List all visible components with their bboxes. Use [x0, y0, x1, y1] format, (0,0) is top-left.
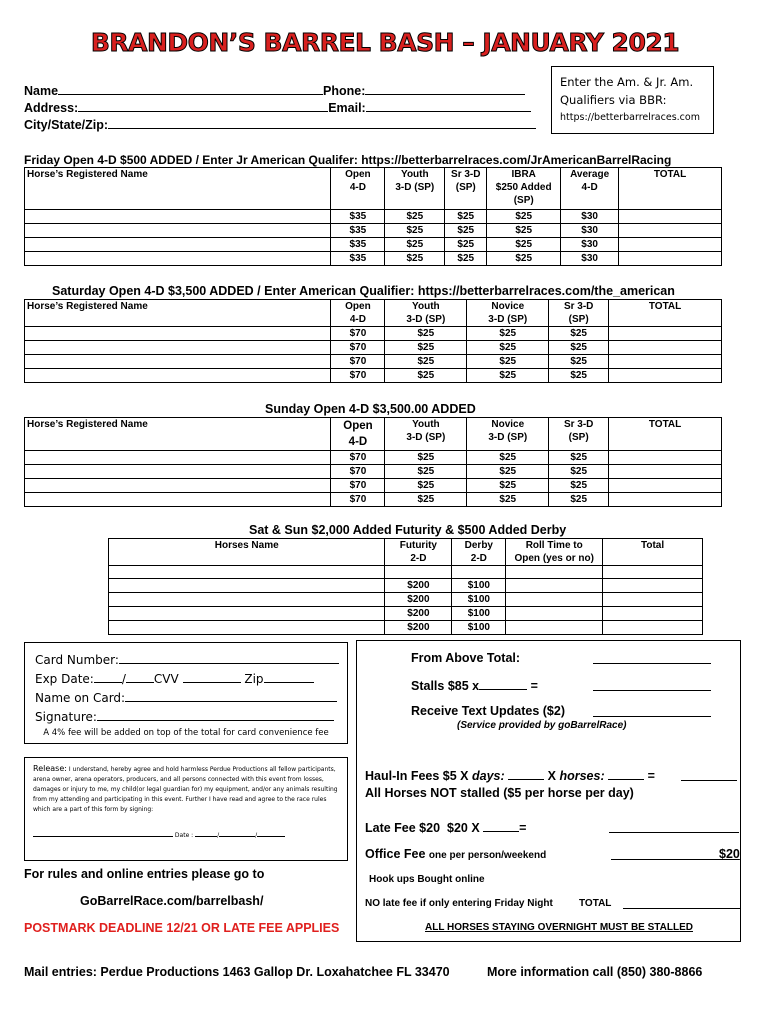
- horse-name-cell[interactable]: [25, 252, 331, 266]
- column-header: [452, 539, 506, 566]
- fee-cell[interactable]: $25: [467, 465, 549, 479]
- column-header: [549, 418, 609, 451]
- release-date-month[interactable]: [195, 829, 220, 839]
- fee-cell[interactable]: $70: [331, 341, 385, 355]
- fee-cell[interactable]: $25: [385, 210, 445, 224]
- fee-cell[interactable]: $70: [331, 479, 385, 493]
- column-header-line: (SP): [455, 182, 476, 193]
- table-row: [25, 465, 722, 479]
- fee-cell[interactable]: $100: [452, 607, 506, 621]
- release-signature-field[interactable]: [33, 829, 173, 837]
- column-header-line: 3-D (SP): [395, 182, 435, 193]
- email-field[interactable]: [366, 100, 531, 112]
- card-fee-note: A 4% fee will be added on top of the total for card convenience fee: [43, 728, 329, 738]
- fee-cell[interactable]: $25: [385, 224, 445, 238]
- fee-cell[interactable]: $25: [467, 479, 549, 493]
- horse-name-cell[interactable]: [25, 238, 331, 252]
- horse-name-cell[interactable]: [25, 479, 331, 493]
- cvv-field[interactable]: [183, 671, 241, 683]
- fee-cell[interactable]: $25: [549, 369, 609, 383]
- fee-cell[interactable]: $25: [467, 355, 549, 369]
- fee-cell[interactable]: $100: [452, 579, 506, 593]
- column-header-line: 3-D (SP): [488, 432, 528, 443]
- saturday-entry-table: [24, 299, 722, 383]
- column-header-line: (SP): [568, 432, 589, 443]
- column-header: [467, 418, 549, 451]
- table-row: [25, 341, 722, 355]
- entry-cell[interactable]: [603, 593, 703, 607]
- signature-field[interactable]: [97, 709, 334, 721]
- column-header: [331, 418, 385, 451]
- fee-cell[interactable]: $35: [331, 238, 385, 252]
- column-header: [385, 539, 452, 566]
- fee-cell[interactable]: $25: [385, 252, 445, 266]
- column-header-line: Futurity: [399, 540, 437, 551]
- table-row: [25, 355, 722, 369]
- text-updates-field[interactable]: [593, 716, 711, 717]
- horse-name-cell[interactable]: [109, 607, 385, 621]
- column-header-line: Open: [345, 169, 371, 180]
- horse-name-cell[interactable]: [25, 341, 331, 355]
- stalls-qty-field[interactable]: [479, 678, 527, 690]
- column-header: [609, 418, 722, 451]
- office-fee-label: Office Fee one per person/weekend: [365, 847, 547, 861]
- column-header-line: Novice: [491, 419, 525, 430]
- column-header-line: Sr 3-D: [563, 419, 594, 430]
- horse-name-cell[interactable]: [25, 355, 331, 369]
- fee-cell[interactable]: $25: [549, 479, 609, 493]
- release-date-label: Date :: [174, 832, 194, 839]
- column-header: [331, 300, 385, 327]
- phone-field[interactable]: [365, 83, 525, 95]
- table-row-blank: [109, 566, 703, 579]
- entry-cell[interactable]: [603, 607, 703, 621]
- horse-name-cell[interactable]: [109, 579, 385, 593]
- fee-cell[interactable]: $100: [452, 593, 506, 607]
- hookups-note: Hook ups Bought online: [369, 874, 485, 885]
- email-label: Email:: [328, 101, 366, 115]
- table-row: [25, 238, 722, 252]
- fee-cell[interactable]: $25: [549, 465, 609, 479]
- address-field[interactable]: [78, 100, 328, 112]
- horse-name-cell[interactable]: [25, 210, 331, 224]
- zip-field[interactable]: [264, 671, 314, 683]
- total-label: TOTAL: [579, 898, 612, 909]
- horse-name-cell[interactable]: [25, 327, 331, 341]
- table-header-row: [25, 168, 722, 210]
- fee-cell[interactable]: $25: [385, 479, 467, 493]
- column-header: [603, 539, 703, 566]
- column-header-line: 2-D: [470, 553, 487, 564]
- column-header-line: $250 Added: [495, 182, 552, 193]
- page-title: BRANDON’S BARREL BASH – JANUARY 2021: [90, 28, 680, 57]
- fee-cell[interactable]: $70: [331, 493, 385, 507]
- horse-name-cell[interactable]: [25, 369, 331, 383]
- entry-cell[interactable]: [506, 593, 603, 607]
- column-header-line: 4-D: [349, 182, 366, 193]
- table-row: [25, 493, 722, 507]
- exp-year-field[interactable]: [126, 671, 154, 683]
- rules-text: For rules and online entries please go to: [24, 867, 265, 881]
- sunday-entry-table: [24, 417, 722, 507]
- fee-cell[interactable]: $25: [549, 341, 609, 355]
- column-header-line: (SP): [568, 314, 589, 325]
- release-label: Release:: [33, 764, 67, 773]
- column-header-line: 4-D: [349, 314, 366, 325]
- fee-cell[interactable]: $100: [452, 621, 506, 635]
- city-state-zip-label: City/State/Zip:: [24, 118, 109, 132]
- blank-cell: [506, 566, 603, 579]
- fee-cell[interactable]: $25: [445, 210, 487, 224]
- futurity-title: Sat & Sun $2,000 Added Futurity & $500 Added Derby: [249, 523, 567, 537]
- fee-cell[interactable]: $200: [385, 593, 452, 607]
- fee-cell[interactable]: $70: [331, 355, 385, 369]
- horse-name-cell[interactable]: [109, 593, 385, 607]
- fee-cell[interactable]: $25: [445, 224, 487, 238]
- table-row: [25, 327, 722, 341]
- column-header-line: Novice: [491, 301, 525, 312]
- column-header: [549, 300, 609, 327]
- column-header-line: Average: [570, 169, 610, 180]
- horse-name-cell[interactable]: [25, 493, 331, 507]
- saturday-title: Saturday Open 4-D $3,500 ADDED / Enter American Qualifier: https://betterbarrelraces.com/the_american: [52, 284, 675, 298]
- entry-cell[interactable]: [603, 579, 703, 593]
- contact-fields: [24, 83, 536, 134]
- phone-label: Phone:: [323, 84, 366, 98]
- table-row: [109, 607, 703, 621]
- column-header: [385, 168, 445, 210]
- fee-cell[interactable]: $25: [385, 355, 467, 369]
- column-header: [619, 168, 722, 210]
- table-row: [109, 579, 703, 593]
- fee-cell[interactable]: $200: [385, 579, 452, 593]
- column-header-line: Open (yes or no): [514, 553, 594, 564]
- blank-cell: [452, 566, 506, 579]
- bbr-line-2: Qualifiers via BBR:: [560, 93, 667, 107]
- horse-name-cell[interactable]: [109, 621, 385, 635]
- stalled-note: ALL HORSES STAYING OVERNIGHT MUST BE STALLED: [425, 922, 693, 933]
- card-number-label: Card Number:: [35, 653, 119, 667]
- column-header: [467, 300, 549, 327]
- futurity-entry-table: [108, 538, 703, 635]
- table-row: [25, 479, 722, 493]
- table-row: [109, 593, 703, 607]
- no-late-fee-note: NO late fee if only entering Friday Night: [365, 898, 553, 909]
- name-label: Name: [24, 84, 59, 98]
- release-date-day[interactable]: [219, 829, 258, 839]
- address-label: Address:: [24, 101, 79, 115]
- exp-month-field[interactable]: [94, 671, 122, 683]
- fee-cell[interactable]: $25: [385, 341, 467, 355]
- bbr-qualifier-box: [551, 66, 714, 134]
- from-above-total-field[interactable]: [593, 663, 711, 664]
- entry-cell[interactable]: [609, 493, 722, 507]
- haul-in-days-field[interactable]: [508, 768, 544, 780]
- column-header-line: (SP): [513, 195, 534, 206]
- fee-cell[interactable]: $25: [385, 369, 467, 383]
- name-on-card-label: Name on Card:: [35, 691, 126, 705]
- fee-cell[interactable]: $70: [331, 451, 385, 465]
- fee-cell[interactable]: $70: [331, 327, 385, 341]
- fee-cell[interactable]: $30: [561, 224, 619, 238]
- entry-cell[interactable]: [603, 621, 703, 635]
- column-header: [506, 539, 603, 566]
- entry-cell[interactable]: [609, 479, 722, 493]
- table-header-row: [25, 300, 722, 327]
- column-header-line: TOTAL: [653, 169, 687, 180]
- friday-title: Friday Open 4-D $500 ADDED / Enter Jr American Qualifer: https://betterbarrelraces.com/JrAmericanBarrelRacing: [24, 153, 672, 167]
- rules-site-link[interactable]: GoBarrelRace.com/barrelbash/: [80, 894, 264, 908]
- table-header-row: [25, 418, 722, 451]
- fee-cell[interactable]: $200: [385, 621, 452, 635]
- horse-name-cell[interactable]: [25, 465, 331, 479]
- column-header-line: TOTAL: [648, 301, 682, 312]
- fee-cell[interactable]: $25: [487, 224, 561, 238]
- column-header-line: Youth: [412, 419, 440, 430]
- column-header-line: 3-D (SP): [488, 314, 528, 325]
- table-row: [25, 369, 722, 383]
- column-header-line: Sr 3-D: [563, 301, 594, 312]
- entry-cell[interactable]: [619, 252, 722, 266]
- column-header-line: 2-D: [410, 553, 427, 564]
- column-header-line: Total: [640, 540, 665, 551]
- fee-cell[interactable]: $25: [445, 238, 487, 252]
- column-header-line: TOTAL: [648, 419, 682, 430]
- postmark-deadline: POSTMARK DEADLINE 12/21 OR LATE FEE APPLIES: [24, 921, 340, 935]
- cvv-label: CVV: [153, 672, 179, 686]
- fee-cell[interactable]: $25: [549, 355, 609, 369]
- fee-cell[interactable]: $25: [385, 493, 467, 507]
- table-row: [25, 451, 722, 465]
- city-state-zip-field[interactable]: [108, 117, 536, 129]
- column-header-line: Sr 3-D: [451, 169, 481, 180]
- blank-cell: [385, 566, 452, 579]
- name-field[interactable]: [58, 83, 323, 95]
- entry-cell[interactable]: [619, 210, 722, 224]
- stalls-label: Stalls $85 x =: [411, 679, 538, 693]
- office-fee-line: [611, 859, 719, 860]
- fee-cell[interactable]: $70: [331, 369, 385, 383]
- column-header-line: IBRA: [511, 169, 536, 180]
- late-fee-total-field[interactable]: [609, 832, 739, 833]
- fee-cell[interactable]: $25: [549, 493, 609, 507]
- release-date-slash-2: /: [255, 832, 258, 839]
- more-info-phone: More information call (850) 380-8866: [487, 965, 703, 979]
- fee-cell[interactable]: $70: [331, 465, 385, 479]
- horse-name-cell[interactable]: [25, 224, 331, 238]
- fee-cell[interactable]: $25: [487, 238, 561, 252]
- sunday-title: Sunday Open 4-D $3,500.00 ADDED: [265, 402, 476, 416]
- totals-box: [356, 640, 741, 942]
- card-payment-box: [24, 642, 348, 744]
- horse-name-cell[interactable]: [25, 451, 331, 465]
- fee-cell[interactable]: $25: [467, 341, 549, 355]
- column-header-line: Roll Time to: [525, 540, 583, 551]
- blank-cell: [603, 566, 703, 579]
- table-row: [25, 252, 722, 266]
- column-header-line: 4-D: [348, 436, 368, 448]
- column-header-line: Open: [345, 301, 371, 312]
- haul-in-horses-field[interactable]: [608, 768, 644, 780]
- table-row: [109, 621, 703, 635]
- fee-cell[interactable]: $35: [331, 224, 385, 238]
- column-header: [385, 300, 467, 327]
- release-date-year[interactable]: [257, 829, 285, 837]
- name-on-card-field[interactable]: [125, 690, 337, 702]
- column-header: [331, 168, 385, 210]
- service-note: (Service provided by goBarrelRace): [457, 720, 627, 731]
- entry-cell[interactable]: [609, 451, 722, 465]
- late-fee-qty-field[interactable]: [483, 820, 519, 832]
- column-header-line: Youth: [401, 169, 429, 180]
- fee-cell[interactable]: $25: [445, 252, 487, 266]
- exp-date-label: Exp Date:: [35, 672, 94, 686]
- fee-cell[interactable]: $25: [385, 327, 467, 341]
- name-column-header: Horse’s Registered Name: [25, 168, 331, 210]
- release-text: I understand, hereby agree and hold harmless Perdue Productions all fellow participants, arena owner, arena operators, producers, and all persons connected with this event from losses, damages or injury to me, my child(or legal guardian for) my equipment, and/or any animals resulting from my attending and participating in this event. Further I have read and agree to the race rules which are a part of this form by signing:: [33, 766, 338, 813]
- fee-cell[interactable]: $25: [467, 451, 549, 465]
- fee-cell[interactable]: $25: [549, 327, 609, 341]
- not-stalled-note: All Horses NOT stalled ($5 per horse per day): [365, 786, 634, 800]
- column-header-line: Youth: [412, 301, 440, 312]
- entry-cell[interactable]: [506, 621, 603, 635]
- name-column-header: Horse’s Registered Name: [25, 300, 331, 327]
- column-header: [609, 300, 722, 327]
- fee-cell[interactable]: $25: [487, 210, 561, 224]
- column-header: [561, 168, 619, 210]
- fee-cell[interactable]: $30: [561, 252, 619, 266]
- column-header-line: 4-D: [581, 182, 598, 193]
- horse-name-cell[interactable]: [109, 566, 385, 579]
- entry-cell[interactable]: [609, 327, 722, 341]
- table-header-row: [109, 539, 703, 566]
- haul-in-fees-label: Haul-In Fees $5 X days: X horses: =: [365, 769, 655, 783]
- fee-cell[interactable]: $25: [549, 451, 609, 465]
- release-date-slash-1: /: [217, 832, 220, 839]
- entry-cell[interactable]: [609, 355, 722, 369]
- fee-cell[interactable]: $35: [331, 252, 385, 266]
- zip-label: Zip: [244, 672, 264, 686]
- entry-cell[interactable]: [609, 369, 722, 383]
- fee-cell[interactable]: $25: [385, 465, 467, 479]
- fee-cell[interactable]: $25: [467, 369, 549, 383]
- entry-cell[interactable]: [619, 224, 722, 238]
- column-header: [487, 168, 561, 210]
- fee-cell[interactable]: $25: [487, 252, 561, 266]
- fee-cell[interactable]: $25: [467, 327, 549, 341]
- name-column-header: Horse’s Registered Name: [25, 418, 331, 451]
- release-box: [24, 757, 348, 861]
- entry-cell[interactable]: [619, 238, 722, 252]
- entry-cell[interactable]: [609, 465, 722, 479]
- fee-cell[interactable]: $25: [467, 493, 549, 507]
- fee-cell[interactable]: $35: [331, 210, 385, 224]
- entry-cell[interactable]: [506, 607, 603, 621]
- from-above-total-label: From Above Total:: [411, 651, 521, 665]
- table-row: [25, 210, 722, 224]
- column-header-line: Derby: [464, 540, 493, 551]
- friday-entry-table: [24, 167, 722, 266]
- column-header-line: 3-D (SP): [406, 314, 446, 325]
- table-row: [25, 224, 722, 238]
- haul-in-total-field[interactable]: [681, 780, 737, 781]
- grand-total-field[interactable]: [623, 908, 741, 909]
- bbr-line-1: Enter the Am. & Jr. Am.: [560, 75, 694, 89]
- entry-cell[interactable]: [506, 579, 603, 593]
- fee-cell[interactable]: $25: [385, 238, 445, 252]
- fee-cell[interactable]: $25: [385, 451, 467, 465]
- fee-cell[interactable]: $30: [561, 210, 619, 224]
- text-updates-label: Receive Text Updates ($2): [411, 704, 565, 718]
- column-header: [385, 418, 467, 451]
- fee-cell[interactable]: $30: [561, 238, 619, 252]
- office-fee-value: $20: [719, 847, 740, 861]
- column-header-line: Open: [343, 420, 373, 432]
- card-number-field[interactable]: [119, 652, 339, 664]
- fee-cell[interactable]: $200: [385, 607, 452, 621]
- exp-slash: /: [121, 672, 126, 686]
- late-fee-label: Late Fee $20 $20 X =: [365, 821, 527, 835]
- entry-cell[interactable]: [609, 341, 722, 355]
- bbr-url[interactable]: https://betterbarrelraces.com: [560, 112, 700, 123]
- column-header-line: 3-D (SP): [406, 432, 446, 443]
- signature-label: Signature:: [35, 710, 97, 724]
- mail-entries-address: Mail entries: Perdue Productions 1463 Gallop Dr. Loxahatchee FL 33470: [24, 965, 450, 979]
- name-column-header: Horses Name: [109, 539, 385, 566]
- stalls-total-field[interactable]: [593, 690, 711, 691]
- column-header: [445, 168, 487, 210]
